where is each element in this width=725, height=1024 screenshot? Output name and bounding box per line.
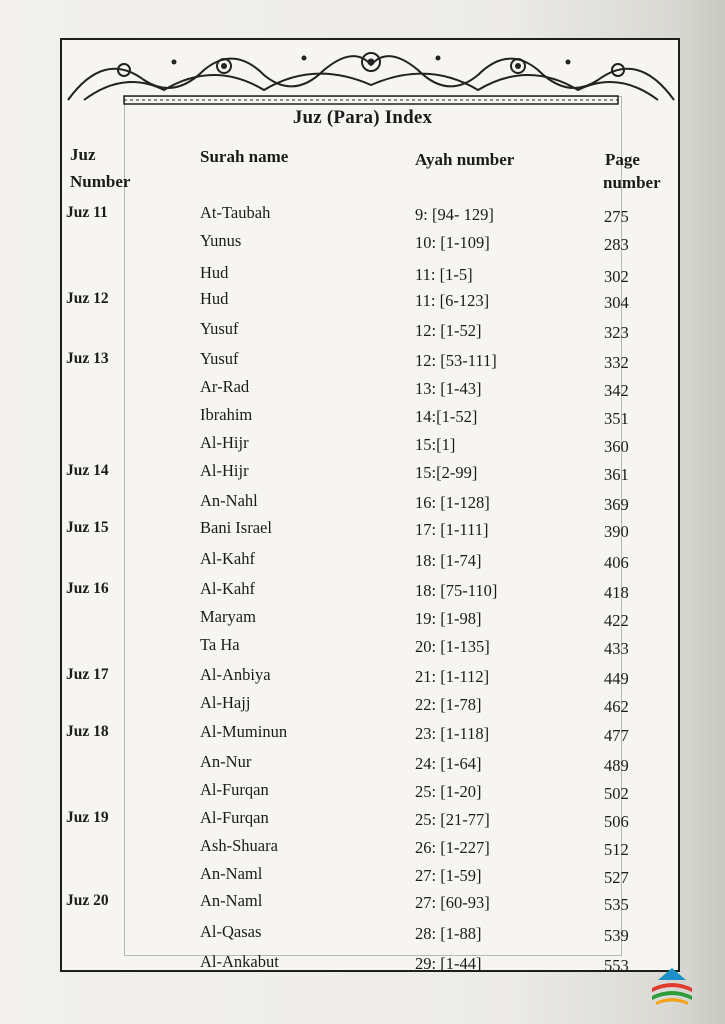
page-number-cell: 304 [604,293,629,312]
ayah-number-cell: 14:[1-52] [415,407,478,426]
ayah-number-cell: 25: [21-77] [415,810,490,829]
ayah-number-cell: 17: [1-111] [415,520,489,539]
ayah-number-cell: 22: [1-78] [415,695,482,714]
page-number-cell: 433 [604,639,629,658]
surah-name-cell: Hud [200,263,229,282]
page-number-cell: 351 [604,409,629,428]
surah-name-cell: Al-Furqan [200,780,269,799]
page-number-cell: 553 [604,956,629,975]
juz-number-cell: Juz 12 [66,290,109,307]
surah-name-cell: Al-Kahf [200,549,255,568]
page-number-cell: 502 [604,784,629,803]
page-number-cell: 406 [604,553,629,572]
page-number-cell: 506 [604,812,629,831]
surah-name-cell: Al-Furqan [200,808,269,827]
surah-name-cell: An-Naml [200,864,263,883]
ayah-number-cell: 12: [1-52] [415,321,482,340]
surah-name-cell: Yusuf [200,319,239,338]
surah-name-cell: Al-Qasas [200,922,262,941]
header-ayah: Ayah number [415,150,515,169]
surah-name-cell: Maryam [200,607,256,626]
page-number-cell: 489 [604,756,629,775]
page-number-cell: 418 [604,583,629,602]
juz-number-cell: Juz 14 [66,462,109,479]
page-number-cell: 449 [604,669,629,688]
header-page-line2: number [603,173,661,192]
surah-name-cell: Yusuf [200,349,239,368]
ayah-number-cell: 19: [1-98] [415,609,482,628]
surah-name-cell: Al-Kahf [200,579,255,598]
ayah-number-cell: 12: [53-111] [415,351,497,370]
juz-number-cell: Juz 15 [66,519,109,536]
surah-name-cell: Al-Hijr [200,433,249,452]
ayah-number-cell: 23: [1-118] [415,724,490,743]
ayah-number-cell: 26: [1-227] [415,838,490,857]
header-page: Page [605,150,640,169]
juz-number-cell: Juz 11 [66,204,108,221]
surah-name-cell: Ta Ha [200,635,240,654]
page-number-cell: 360 [604,437,629,456]
surah-name-cell: Yunus [200,231,242,250]
surah-name-cell: Bani Israel [200,518,272,537]
ayah-number-cell: 11: [1-5] [415,265,473,284]
ayah-number-cell: 16: [1-128] [415,493,490,512]
header-juz-line2: Number [70,172,131,191]
surah-name-cell: Hud [200,289,229,308]
juz-number-cell: Juz 18 [66,723,109,740]
page-number-cell: 302 [604,267,629,286]
ayah-number-cell: 27: [1-59] [415,866,482,885]
page-number-cell: 512 [604,840,629,859]
ayah-number-cell: 27: [60-93] [415,893,490,912]
page-number-cell: 323 [604,323,629,342]
surah-name-cell: An-Nahl [200,491,258,510]
surah-name-cell: Ar-Rad [200,377,250,396]
header-surah: Surah name [200,147,289,166]
ayah-number-cell: 15:[1] [415,435,456,454]
ayah-number-cell: 24: [1-64] [415,754,482,773]
page-number-cell: 332 [604,353,629,372]
ayah-number-cell: 18: [75-110] [415,581,498,600]
juz-number-cell: Juz 19 [66,809,109,826]
ayah-number-cell: 9: [94- 129] [415,205,494,224]
header-juz: Juz [70,145,96,164]
surah-name-cell: Al-Muminun [200,722,288,741]
surah-name-cell: An-Nur [200,752,252,771]
page-number-cell: 527 [604,868,629,887]
page-number-cell: 535 [604,895,629,914]
ayah-number-cell: 29: [1-44] [415,954,482,973]
ayah-number-cell: 18: [1-74] [415,551,482,570]
juz-number-cell: Juz 13 [66,350,109,367]
page-number-cell: 342 [604,381,629,400]
page-number-cell: 539 [604,926,629,945]
surah-name-cell: Al-Hajj [200,693,251,712]
page-number-cell: 361 [604,465,629,484]
page-title: Juz (Para) Index [292,107,433,128]
ayah-number-cell: 25: [1-20] [415,782,482,801]
surah-name-cell: Ibrahim [200,405,253,424]
ayah-number-cell: 13: [1-43] [415,379,482,398]
ayah-number-cell: 28: [1-88] [415,924,482,943]
ayah-number-cell: 15:[2-99] [415,463,478,482]
page-number-cell: 275 [604,207,629,226]
surah-name-cell: Ash-Shuara [200,836,278,855]
page-number-cell: 369 [604,495,629,514]
floral-ornament-header [64,40,678,110]
page-number-cell: 422 [604,611,629,630]
surah-name-cell: An-Naml [200,891,263,910]
juz-number-cell: Juz 17 [66,666,109,683]
page-number-cell: 390 [604,522,629,541]
ayah-number-cell: 20: [1-135] [415,637,490,656]
surah-name-cell: At-Taubah [200,203,271,222]
page-number-cell: 462 [604,697,629,716]
juz-number-cell: Juz 16 [66,580,109,597]
ayah-number-cell: 21: [1-112] [415,667,490,686]
juz-number-cell: Juz 20 [66,892,109,909]
page-border [60,38,680,972]
page-number-cell: 283 [604,235,629,254]
surah-name-cell: Al-Hijr [200,461,249,480]
surah-name-cell: Al-Ankabut [200,952,279,971]
ayah-number-cell: 11: [6-123] [415,291,490,310]
publisher-logo-icon [646,964,698,1008]
page-number-cell: 477 [604,726,629,745]
surah-name-cell: Al-Anbiya [200,665,271,684]
ayah-number-cell: 10: [1-109] [415,233,490,252]
